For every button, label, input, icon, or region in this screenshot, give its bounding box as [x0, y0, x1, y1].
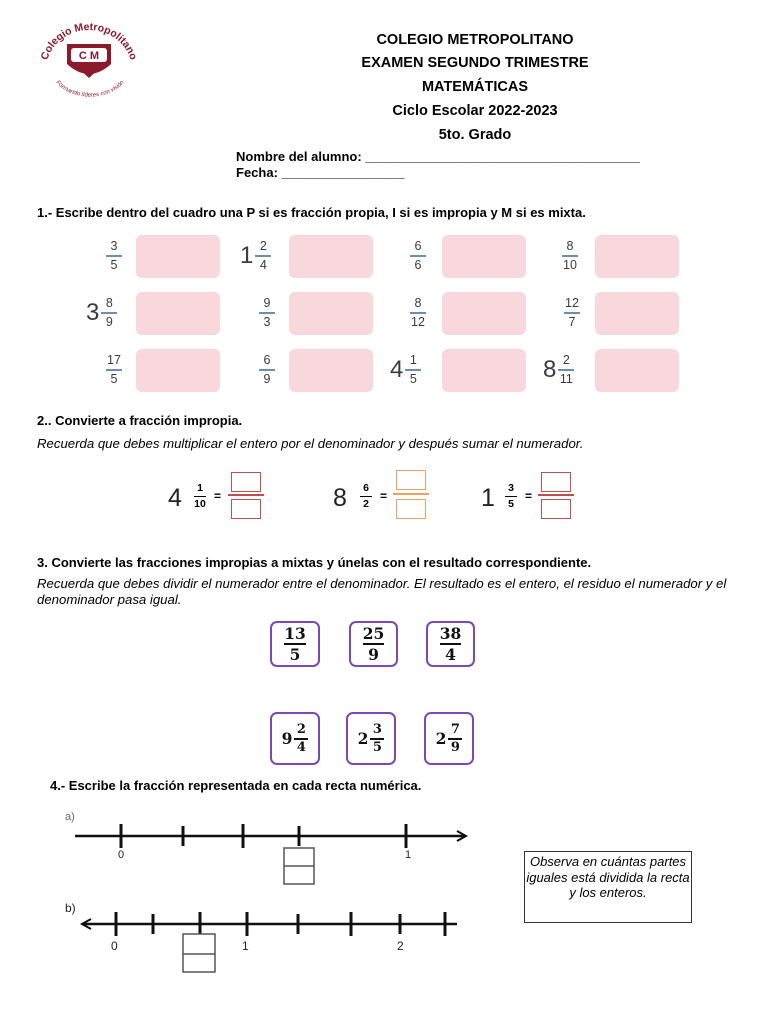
question-1-instruction: 1.- Escribe dentro del cuadro una P si es fracción propia, I si es impropia y M si es mixta. — [37, 205, 586, 220]
q2-fraction: 1 10 — [194, 482, 206, 511]
q2-equals: = — [525, 489, 533, 503]
mixed-number-card[interactable]: 9 2 4 — [270, 712, 320, 765]
q1-fraction: 1 2 4 — [240, 240, 271, 272]
q2-numerator-box[interactable] — [231, 472, 261, 492]
q1-answer-box[interactable] — [595, 349, 679, 392]
logo-arc-text: Colegio Metropolitano — [38, 20, 140, 62]
q2-numerator-box[interactable] — [396, 470, 426, 490]
logo-motto: Formando líderes con visión — [54, 79, 126, 99]
school-name: COLEGIO METROPOLITANO — [376, 32, 574, 48]
q1-fraction: 3 8 9 — [86, 297, 117, 329]
line-b-tick-1: 1 — [242, 939, 249, 953]
q2-numerator-box[interactable] — [541, 472, 571, 492]
mixed-number-card[interactable]: 2 7 9 — [424, 712, 474, 765]
q1-answer-box[interactable] — [595, 292, 679, 335]
school-cycle: Ciclo Escolar 2022-2023 — [392, 103, 558, 119]
q2-fraction-bar — [538, 494, 574, 496]
q2-whole: 8 — [333, 484, 347, 512]
q1-answer-box[interactable] — [289, 349, 373, 392]
mixed-number-card[interactable]: 2 3 5 — [346, 712, 396, 765]
improper-fraction-card[interactable]: 13 5 — [270, 621, 320, 667]
q1-answer-box[interactable] — [289, 235, 373, 278]
date-field[interactable]: Fecha: _________________ — [236, 165, 405, 180]
q1-answer-box[interactable] — [442, 235, 526, 278]
q1-fraction: 3 5 — [104, 240, 122, 272]
question-3-hint: Recuerda que debes dividir el numerador entre el denominador. El resultado es el entero, el residuo el numerador y el denominador pasa igual. — [37, 576, 727, 607]
question-2-instruction: 2.. Convierte a fracción impropia. — [37, 413, 243, 428]
logo-initials: C M — [78, 50, 100, 62]
hint-note-box: Observa en cuántas partes iguales está dividida la recta y los enteros. — [524, 851, 692, 923]
school-logo — [34, 20, 144, 102]
q1-answer-box[interactable] — [595, 235, 679, 278]
line-b-answer-box[interactable] — [183, 934, 215, 972]
q1-fraction: 17 5 — [107, 353, 121, 386]
q2-equals: = — [380, 489, 388, 503]
q1-fraction: 4 1 5 — [390, 354, 421, 386]
q2-denominator-box[interactable] — [541, 499, 571, 519]
q1-answer-box[interactable] — [442, 349, 526, 392]
q1-fraction: 8 12 — [411, 296, 425, 329]
question-4-instruction: 4.- Escribe la fracción representada en cada recta numérica. — [50, 778, 422, 793]
line-b-tick-2: 2 — [397, 939, 404, 953]
q1-answer-box[interactable] — [289, 292, 373, 335]
q1-fraction: 6 6 — [408, 240, 426, 272]
q1-answer-box[interactable] — [136, 349, 220, 392]
grade-title: 5to. Grado — [438, 127, 512, 143]
number-lines — [55, 810, 475, 990]
q2-denominator-box[interactable] — [396, 499, 426, 519]
exam-title: EXAMEN SEGUNDO TRIMESTRE — [361, 55, 589, 71]
line-a-tick-1: 1 — [405, 849, 412, 861]
subject-title: MATEMÁTICAS — [421, 79, 529, 95]
line-a-label: a) — [65, 811, 75, 823]
improper-fraction-card[interactable]: 38 4 — [426, 621, 475, 667]
q1-answer-box[interactable] — [442, 292, 526, 335]
q2-fraction: 3 5 — [505, 483, 517, 510]
q2-fraction-bar — [228, 494, 264, 496]
improper-fraction-card[interactable]: 25 9 — [349, 621, 398, 667]
svg-text:Formando líderes con visión — [55, 79, 126, 98]
q2-equals: = — [214, 489, 222, 503]
question-2-hint: Recuerda que debes multiplicar el entero por el denominador y después sumar el numerador. — [37, 436, 584, 451]
q2-whole: 1 — [481, 484, 495, 512]
line-a-tick-0: 0 — [118, 849, 125, 861]
q2-whole: 4 — [168, 484, 182, 512]
q2-fraction-bar — [393, 493, 429, 495]
student-name-field[interactable]: Nombre del alumno: ______________________________________ — [236, 149, 641, 164]
q1-fraction: 12 7 — [565, 296, 579, 329]
q1-fraction: 6 9 — [257, 354, 275, 386]
line-b-label: b) — [65, 901, 76, 915]
q1-fraction: 8 2 11 — [543, 353, 573, 386]
line-b-tick-0: 0 — [111, 939, 118, 953]
q2-denominator-box[interactable] — [231, 499, 261, 519]
q1-answer-box[interactable] — [136, 292, 220, 335]
q1-fraction: 8 10 — [563, 239, 577, 272]
q1-answer-box[interactable] — [136, 235, 220, 278]
question-3-instruction: 3. Convierte las fracciones impropias a mixtas y únelas con el resultado correspondiente. — [37, 555, 592, 570]
q2-fraction: 6 2 — [360, 483, 372, 510]
q1-fraction: 9 3 — [257, 297, 275, 329]
